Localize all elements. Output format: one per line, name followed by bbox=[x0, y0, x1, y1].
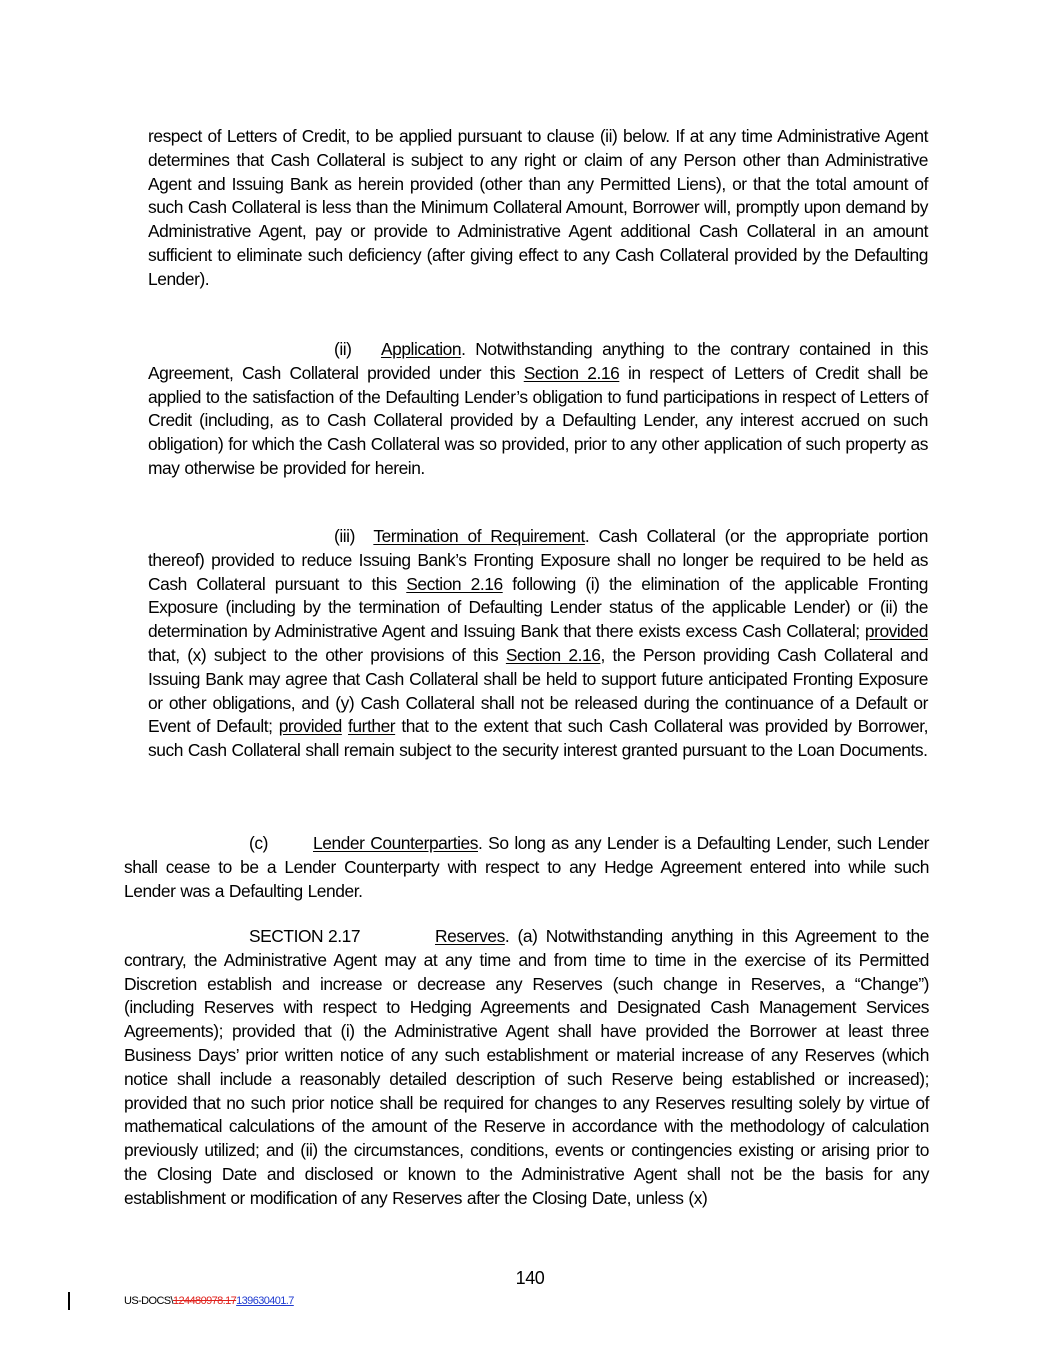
paragraph-iii-termination: (iii) Termination of Requirement. Cash Collateral (or the appropriate portion thereof) provided to reduce Issuing Bank’s Fronting Exposure shall no longer be required to be held as Cash Collateral pursuant to this Section 2.16 following (i) the elimination of the applicable Fronting Exposure (including by the termination of Defaulting Lender status of the applicable Lender) or (ii) the determination by Administrative Agent and Issuing Bank that there exists excess Cash Collateral; provided that, (x) subject to the other provisions of this Section 2.16, the Person providing Cash Collateral and Issuing Bank may agree that Cash Collateral shall be held to support future anticipated Fronting Exposure or other obligations, and (y) Cash Collateral shall not be released during the continuance of a Default or Event of Default; provided further that to the extent that such Cash Collateral was provided by Borrower, such Cash Collateral shall remain subject to the security interest granted pursuant to the Loan Documents. bbox=[148, 526, 929, 761]
paragraph-ii-application: (ii) Application. Notwithstanding anything to the contrary contained in this Agreement, Cash Collateral provided under this Section 2.16 in respect of Letters of Credit shall be applied to the satisfaction of the Defaulting Lender’s obligation to fund participations in respect of Letters of Credit (including, as to Cash Collateral provided by a Defaulting Lender, any interest accrued on such obligation) for which the Cash Collateral was so provided, prior to any other application of such property as may otherwise be provided for herein. bbox=[148, 339, 928, 478]
section-reference: Section 2.16 bbox=[406, 573, 503, 594]
paragraph-c-lender-counterparties: (c) Lender Counterparties. So long as any Lender is a Defaulting Lender, such Lender shall cease to be a Lender Counterparty with respect to any Hedge Agreement entered into while such Lender was a Defaulting Lender. bbox=[124, 833, 929, 901]
section-reference: Section 2.16 bbox=[523, 362, 620, 383]
page-number: 140 bbox=[515, 1268, 545, 1288]
provided-term: provided bbox=[278, 716, 342, 737]
section-2-17-reserves: SECTION 2.17 Reserves. (a) Notwithstanding anything in this Agreement to the contrary, the Administrative Agent may at any time and from time to time in the exercise of its Permitted Discretion establish and increase or decrease any Reserves (such change in Reserves, a “Change”) (including Reserves with respect to Hedging Agreements and Designated Cash Management Services Agreements); provided that (i) the Administrative Agent shall have provided the Borrower at least three Business Days’ prior written notice of any such establishment or material increase of any Reserves (which notice shall include a reasonably detailed description of such Reserve being established or increased); provided that no such prior notice shall be required for changes to any Reserves resulting solely by virtue of mathematical calculations of the amount of the Reserve in accordance with the methodology of calculation previously utilized; and (ii) the circumstances, conditions, events or contingencies existing or arising prior to the Closing Date and disclosed or known to the Administrative Agent shall not be the basis for any establishment or modification of any Reserves after the Closing Date, unless (x) bbox=[124, 926, 929, 1208]
clause-heading: Lender Counterparties bbox=[313, 833, 478, 853]
clause-heading: Application bbox=[380, 339, 462, 359]
further-term: further bbox=[348, 716, 396, 737]
deleted-doc-number: 124480978.17 bbox=[172, 1295, 237, 1307]
document-id: US-DOCS\124480978.17139630401.7 bbox=[124, 1295, 294, 1307]
section-number: SECTION 2.17 bbox=[249, 926, 361, 946]
clause-heading: Termination of Requirement bbox=[373, 526, 585, 546]
revision-change-bar bbox=[68, 1292, 70, 1310]
provided-term: provided bbox=[864, 621, 928, 642]
inserted-doc-number: 139630401.7 bbox=[236, 1295, 294, 1307]
section-reference: Section 2.16 bbox=[505, 644, 601, 665]
clause-number: (ii) bbox=[334, 339, 352, 359]
clause-number: (iii) bbox=[334, 526, 355, 546]
clause-number: (c) bbox=[249, 833, 268, 853]
section-heading: Reserves bbox=[435, 926, 505, 946]
paragraph-continuation: respect of Letters of Credit, to be applied pursuant to clause (ii) below. If at any time Administrative Agent determines that Cash Collateral is subject to any right or claim of any Person other than Administrative Agent and Issuing Bank as herein provided (other than any Permitted Liens), or that the total amount of such Cash Collateral is less than the Minimum Collateral Amount, Borrower will, promptly upon demand by Administrative Agent, pay or provide to Administrative Agent additional Cash Collateral in an amount sufficient to eliminate such deficiency (after giving effect to any Cash Collateral provided by the Defaulting Lender). bbox=[148, 126, 928, 289]
